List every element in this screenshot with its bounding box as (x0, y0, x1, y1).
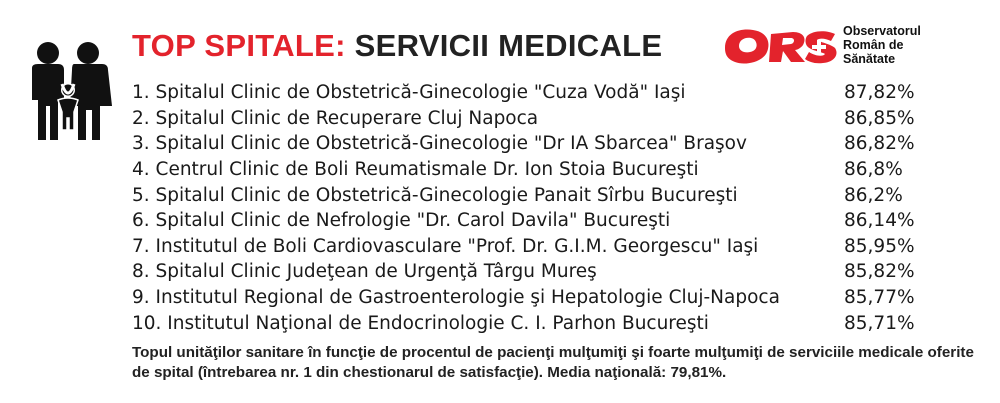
satisfaction-value: 85,71% (844, 312, 915, 334)
list-item (132, 106, 922, 132)
logo-line-2: Român de (843, 38, 904, 52)
family-icon (22, 40, 114, 142)
satisfaction-value: 86,8% (844, 159, 903, 181)
satisfaction-value: 85,95% (844, 235, 915, 257)
logo-line-1: Observatorul (843, 24, 921, 38)
list-item (132, 310, 922, 336)
satisfaction-value: 86,2% (844, 184, 903, 206)
ors-logo-text (843, 24, 973, 66)
list-item (132, 157, 922, 183)
title-accent: TOP SPITALE: (132, 28, 346, 63)
list-item (132, 208, 922, 234)
hospital-name: 3. Spitalul Clinic de Obstetrică-Ginecologie "Dr IA Sbarcea" Braşov (132, 133, 747, 155)
hospital-name: 5. Spitalul Clinic de Obstetrică-Ginecologie Panait Sîrbu Bucureşti (132, 184, 738, 206)
logo-line-3: Sănătate (843, 52, 896, 66)
satisfaction-value: 85,82% (844, 261, 915, 283)
satisfaction-value: 86,14% (844, 210, 915, 232)
footnote: Topul unităţilor sanitare în funcţie de procentul de pacienţi mulţumiţi şi foarte mulţumiţi de serviciile medicale oferite de spital (întrebarea nr. 1 din chestionarul de satisfacţie). Media naţională: 79,81%. (132, 344, 974, 381)
ranking-list (132, 80, 922, 336)
list-item (132, 259, 922, 285)
list-item (132, 285, 922, 311)
satisfaction-value: 87,82% (844, 82, 915, 104)
hospital-name: 8. Spitalul Clinic Judeţean de Urgenţă Târgu Mureş (132, 261, 597, 283)
ors-logo-mark (723, 26, 841, 66)
ors-logo (723, 22, 973, 72)
hospital-name: 2. Spitalul Clinic de Recuperare Cluj Napoca (132, 107, 539, 129)
hospital-name: 9. Institutul Regional de Gastroenterologie şi Hepatologie Cluj-Napoca (132, 287, 780, 309)
hospital-name: 6. Spitalul Clinic de Nefrologie "Dr. Carol Davila" Bucureşti (132, 210, 671, 232)
satisfaction-value: 85,77% (844, 287, 915, 309)
page-title (132, 26, 662, 66)
list-item (132, 80, 922, 106)
hospital-name: 4. Centrul Clinic de Boli Reumatismale Dr. Ion Stoia Bucureşti (132, 159, 699, 181)
hospital-name: 1. Spitalul Clinic de Obstetrică-Ginecologie "Cuza Vodă" Iaşi (132, 82, 686, 104)
hospital-name: 7. Institutul de Boli Cardiovasculare "Prof. Dr. G.I.M. Georgescu" Iaşi (132, 235, 759, 257)
list-item (132, 234, 922, 260)
title-rest: SERVICII MEDICALE (354, 28, 663, 63)
satisfaction-value: 86,82% (844, 133, 915, 155)
list-item (132, 131, 922, 157)
hospital-name: 10. Institutul Naţional de Endocrinologie C. I. Parhon Bucureşti (132, 312, 709, 334)
satisfaction-value: 86,85% (844, 107, 915, 129)
list-item (132, 182, 922, 208)
